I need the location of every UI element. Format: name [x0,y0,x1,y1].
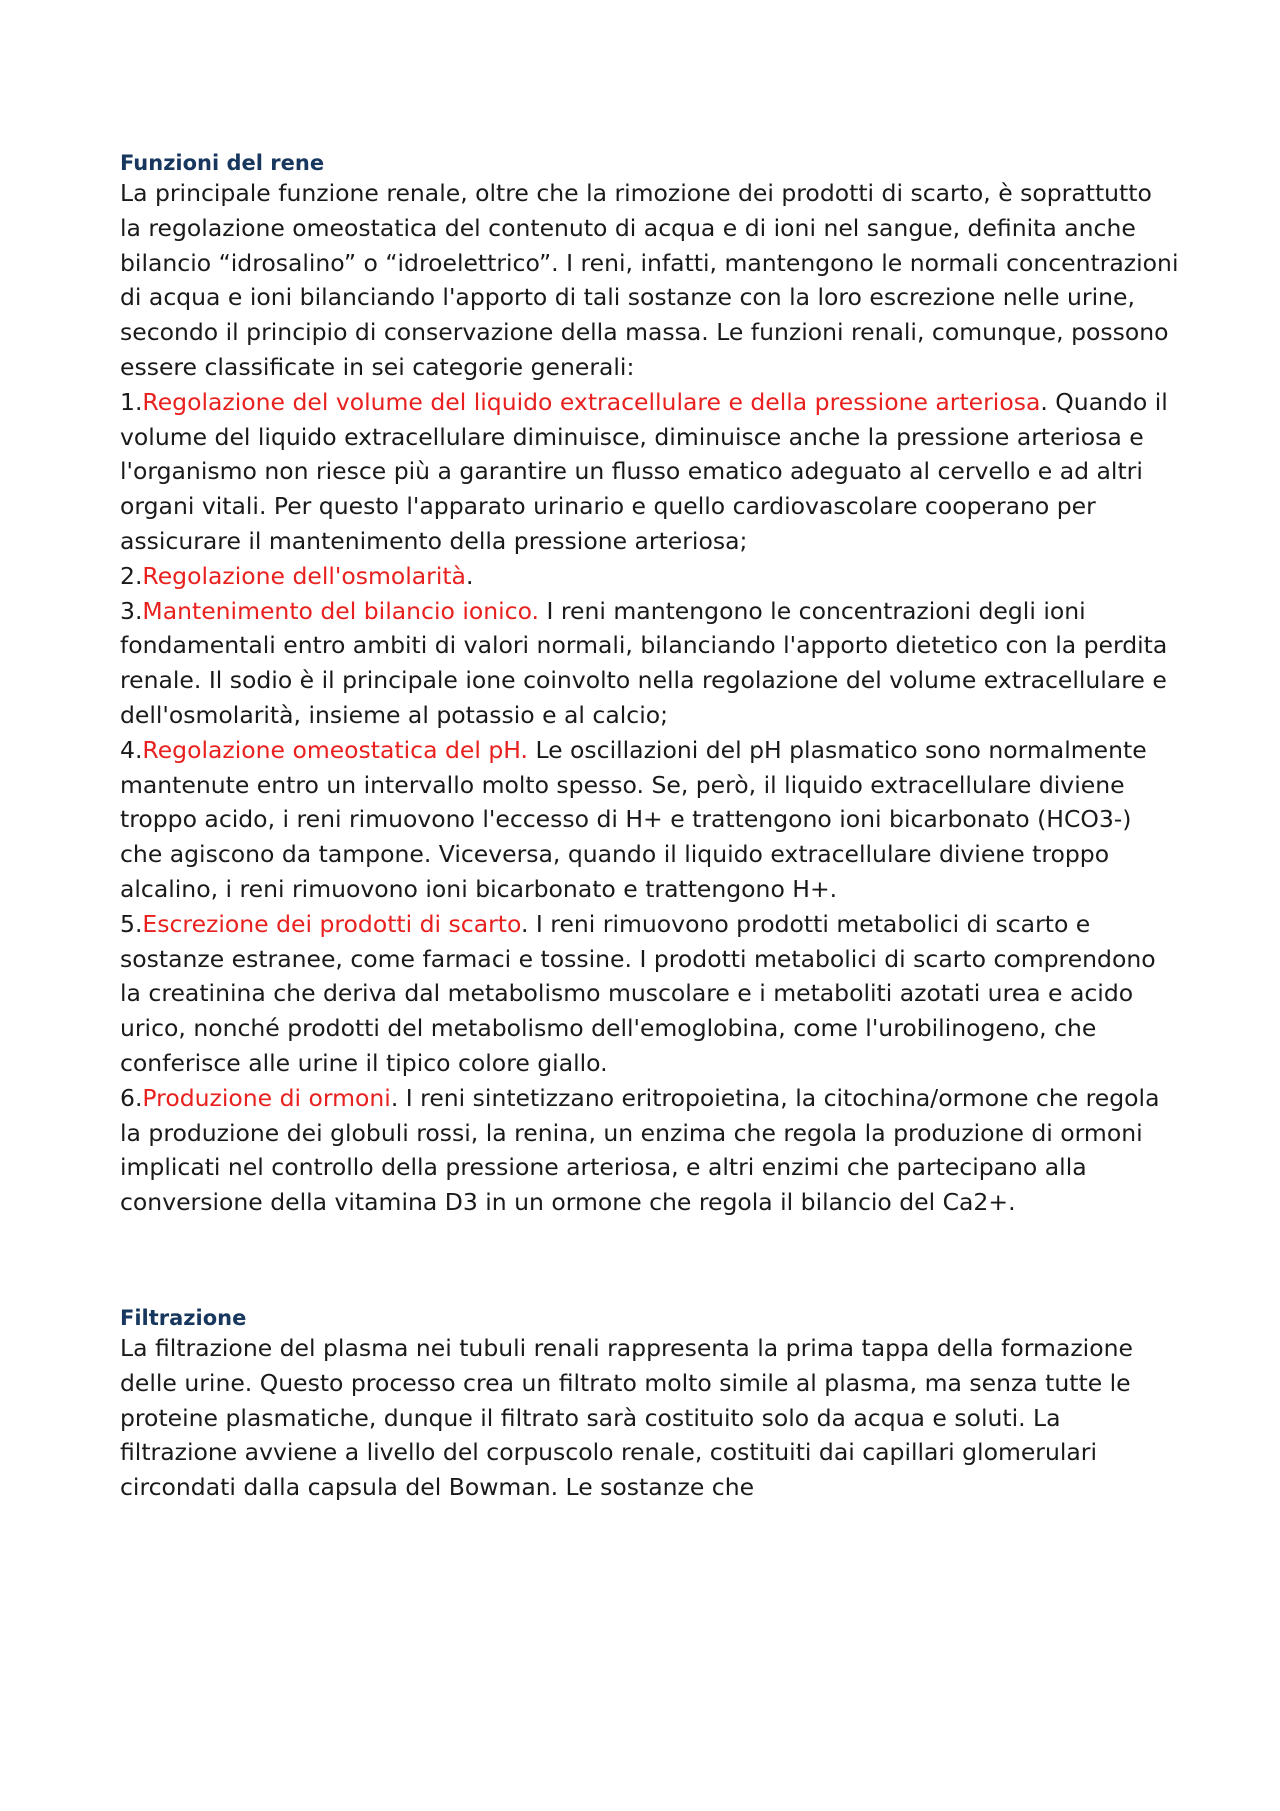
item-text: . I reni rimuovono prodotti metabolici di scarto e sostanze estranee, come farmaci e tossine. I prodotti metabolici di scarto comprendono la creatinina che deriva dal metabolismo muscolare e i metaboliti azotati urea e acido urico, nonché prodotti del metabolismo dell'emoglobina, come l'urobilinogeno, che conferisce alle urine il tipico colore giallo. [120,909,1156,1077]
document-page [120,150,1180,1505]
item-number: 4. [120,735,143,764]
item-title-highlight: Regolazione dell'osmolarità [142,561,466,590]
item-number: 5. [120,909,143,938]
section-heading-filtrazione: Filtrazione [120,1305,247,1330]
item-title-highlight: Regolazione omeostatica del pH. [142,735,528,764]
list-item-3 [120,594,1180,733]
item-text: I reni mantengono le concentrazioni degli ioni fondamentali entro ambiti di valori normali, bilanciando l'apporto dietetico con la perdita renale. Il sodio è il principale ione coinvolto nella regolazione del volume extracellulare e dell'osmolarità, insieme al potassio e al calcio; [120,596,1168,729]
list-item-1 [120,385,1180,559]
intro-paragraph: La principale funzione renale, oltre che la rimozione dei prodotti di scarto, è soprattutto la regolazione omeostatica del contenuto di acqua e di ioni nel sangue, definita anche bilancio “idrosalino” o “idroelettrico”. I reni, infatti, mantengono le normali concentrazioni di acqua e ioni bilanciando l'apporto di tali sostanze con la loro escrezione nelle urine, secondo il principio di conservazione della massa. Le funzioni renali, comunque, possono essere classificate in sei categorie generali: [120,179,1179,381]
item-number: 3. [120,596,143,625]
filtrazione-paragraph: La filtrazione del plasma nei tubuli renali rappresenta la prima tappa della formazione delle urine. Questo processo crea un filtrato molto simile al plasma, ma senza tutte le proteine plasmatiche, dunque il filtrato sarà costituito solo da acqua e soluti. La filtrazione avviene a livello del corpuscolo renale, costituiti dai capillari glomerulari circondati dalla capsula del Bowman. Le sostanze che [120,1333,1133,1502]
section-filtrazione [120,1305,1180,1505]
item-number: 1. [120,387,143,416]
item-title-highlight: Escrezione dei prodotti di scarto [142,909,521,938]
item-title-highlight: Produzione di ormoni [142,1083,391,1112]
list-item-2 [120,559,1180,594]
item-text: Le oscillazioni del pH plasmatico sono normalmente mantenute entro un intervallo molto spesso. Se, però, il liquido extracellulare diviene troppo acido, i reni rimuovono l'eccesso di H+ e trattengono ioni bicarbonato (HCO3-) che agiscono da tampone. Viceversa, quando il liquido extracellulare diviene troppo alcalino, i reni rimuovono ioni bicarbonato e trattengono H+. [120,735,1147,903]
item-title-highlight: Regolazione del volume del liquido extracellulare e della pressione arteriosa [142,387,1041,416]
section-heading-funzioni: Funzioni del rene [120,151,325,175]
item-text: . I reni sintetizzano eritropoietina, la citochina/ormone che regola la produzione dei globuli rossi, la renina, un enzima che regola la produzione di ormoni implicati nel controllo della pressione arteriosa, e altri enzimi che partecipano alla conversione della vitamina D3 in un ormone che regola il bilancio del Ca2+. [120,1083,1160,1217]
item-text: . [465,561,474,590]
list-item-6 [120,1081,1180,1220]
list-item-4 [120,733,1180,907]
item-number: 2. [120,561,143,590]
item-text: . Quando il volume del liquido extracellulare diminuisce, diminuisce anche la pressione arteriosa e l'organismo non riesce più a garantire un flusso ematico adeguato al cervello e ad altri organi vitali. Per questo l'apparato urinario e quello cardiovascolare cooperano per assicurare il mantenimento della pressione arteriosa; [120,387,1168,555]
item-title-highlight: Mantenimento del bilancio ionico. [142,596,540,625]
item-number: 6. [120,1083,143,1112]
list-item-5 [120,907,1180,1081]
